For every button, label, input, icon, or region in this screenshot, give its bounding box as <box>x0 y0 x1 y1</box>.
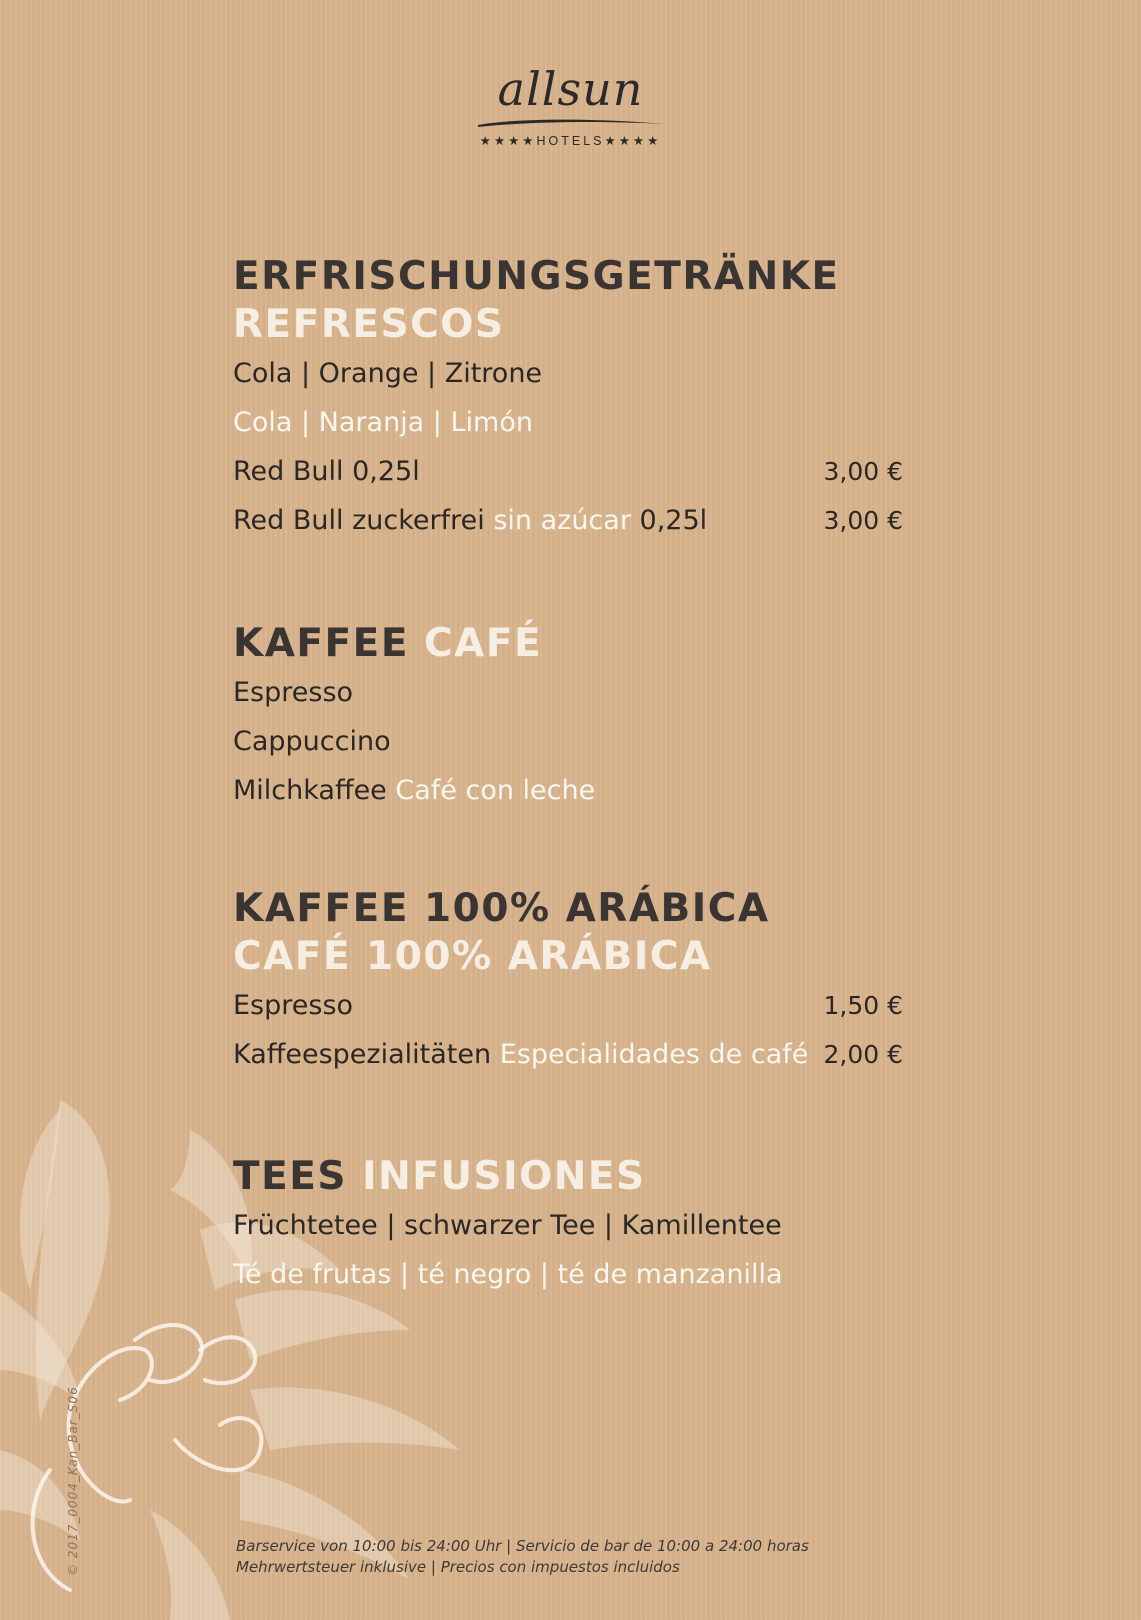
footer-service-hours: Barservice von 10:00 bis 24:00 Uhr | Servicio de bar de 10:00 a 24:00 horas <box>236 1537 809 1555</box>
menu-item <box>233 981 903 1030</box>
item-name-de: Espresso <box>233 990 354 1021</box>
item-name-de: Früchtetee | schwarzer Tee | Kamillentee <box>233 1210 782 1241</box>
menu-item <box>233 1030 903 1079</box>
section-arabica-coffee <box>233 885 903 1079</box>
item-name-de: Milchkaffee <box>233 775 387 806</box>
item-price: 3,00 € <box>823 457 903 486</box>
menu-item <box>233 496 903 545</box>
item-name-es: Especialidades de café <box>499 1039 809 1070</box>
item-name-de: Red Bull 0,25l <box>233 456 420 487</box>
section-heading-es: INFUSIONES <box>362 1154 646 1199</box>
copyright-code: © 2017_0004_Kan_Bar_S06 <box>66 1386 80 1576</box>
item-price: 1,50 € <box>823 991 903 1020</box>
footer-tax-note: Mehrwertsteuer inklusive | Precios con impuestos incluidos <box>236 1558 680 1576</box>
section-heading-es: REFRESCOS <box>233 302 505 347</box>
menu-item <box>233 1250 903 1299</box>
menu-item <box>233 349 903 398</box>
section-heading-de: ERFRISCHUNGSGETRÄNKE <box>233 254 840 299</box>
footer-notes <box>236 1536 936 1578</box>
menu-item <box>233 447 903 496</box>
item-price: 2,00 € <box>823 1040 903 1069</box>
item-size: 0,25l <box>639 505 708 536</box>
section-heading <box>233 620 903 668</box>
section-softdrinks <box>233 253 903 545</box>
item-name-es: sin azúcar <box>493 505 631 536</box>
section-coffee <box>233 620 903 815</box>
logo-wordmark: allsun <box>497 62 644 116</box>
item-name-es: Café con leche <box>395 775 596 806</box>
menu-item <box>233 398 903 447</box>
item-name-es: Té de frutas | té negro | té de manzanilla <box>233 1259 783 1290</box>
item-name-de: Espresso <box>233 677 354 708</box>
logo-swoosh-icon <box>476 118 666 128</box>
item-price: 3,00 € <box>823 506 903 535</box>
menu-item <box>233 717 903 766</box>
section-heading-es: CAFÉ <box>424 621 543 666</box>
section-heading-de: KAFFEE <box>233 621 409 666</box>
item-name-de: Cappuccino <box>233 726 391 757</box>
section-heading <box>233 1153 903 1201</box>
logo-subtitle: ★★★★HOTELS★★★★ <box>479 134 662 148</box>
section-heading-de: KAFFEE 100% ARÁBICA <box>233 886 770 931</box>
menu-item <box>233 668 903 717</box>
section-teas <box>233 1153 903 1299</box>
item-name-de: Cola | Orange | Zitrone <box>233 358 543 389</box>
item-name-de: Red Bull zuckerfrei <box>233 505 485 536</box>
menu-item <box>233 766 903 815</box>
item-name-es: Cola | Naranja | Limón <box>233 407 533 438</box>
menu-item <box>233 1201 903 1250</box>
section-heading-de: TEES <box>233 1154 347 1199</box>
hotel-logo <box>0 62 1141 148</box>
item-name-de: Kaffeespezialitäten <box>233 1039 492 1070</box>
section-heading-es: CAFÉ 100% ARÁBICA <box>233 934 712 979</box>
